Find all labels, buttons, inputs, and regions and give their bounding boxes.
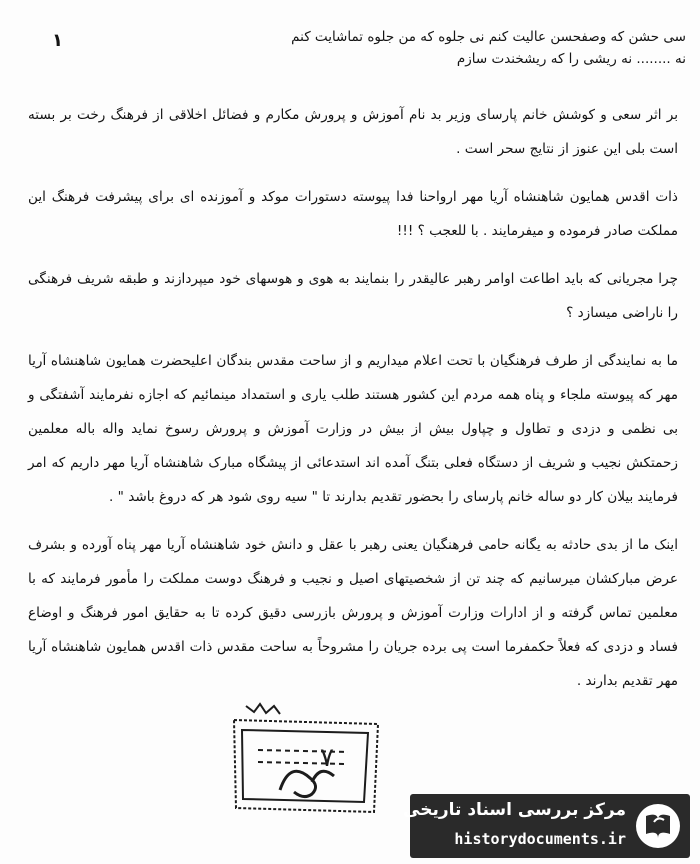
page-number-mark: ١ bbox=[52, 30, 63, 51]
book-logo-icon bbox=[634, 802, 682, 850]
stamp-digit: ٧ bbox=[320, 743, 334, 773]
paragraph: ذات اقدس همایون شاهنشاه آریا مهر ارواحنا فدا پیوسته دستورات موکد و آموزنده ای برای پیشرفت فرهنگ این مملکت صادر فرموده و میفرمایند . با للعجب ؟ !!! bbox=[28, 189, 678, 239]
archive-stamp bbox=[228, 700, 388, 818]
paragraph: چرا مجریانی که باید اطاعت اوامر رهبر عالیقدر را بنمایند به هوی و هوسهای خود میپردازند و طبقه شریف فرهنگی را ناراضی میسازد ؟ bbox=[28, 271, 678, 321]
paragraph: بر اثر سعی و کوشش خانم پارسای وزیر بد نام آموزش و پرورش مکارم و فضائل اخلاقی از فرهنگ رخت بر بسته است بلی این عنوز از نتایج سحر است . bbox=[28, 107, 678, 157]
letter-body bbox=[28, 98, 678, 698]
poem-line: سی حشن که وصفحسن عالیت کنم نی جلوه که من جلوه تماشایت کنم bbox=[291, 29, 686, 45]
poem-line: نه ........ نه ریشی را که ریشخندت سازم bbox=[456, 51, 686, 67]
poem-block bbox=[36, 26, 686, 70]
watermark-logo bbox=[403, 794, 690, 858]
paragraph: ما به نمایندگی از طرف فرهنگیان با تحت اعلام میداریم و از ساحت مقدس بندگان اعلیحضرت همایون شاهنشاه آریا مهر که پیوسته ملجاء و پناه همه مردم این کشور هستند طلب یاری و استمداد مینمائیم که اجازه نفرمایند آشفتگی و بی نظمی و دزدی و تطاول و چپاول بیش از بیش در وزارت آموزش و پرورش رسوخ نماید واله باله معلمین زحمتکش نجیب و شریف از دستگاه فعلی بتنگ آمده اند استدعائی از پیشگاه مبارک شاهنشاه آریا مهر داریم که امر فرمایند بیلان کار دو ساله خانم پارسای را بحضور تقدیم بدارند تا " سیه روی شود هر که دروغ باشد " . bbox=[28, 353, 678, 505]
watermark-title: مرکز بررسی اسناد تاریخی bbox=[403, 800, 626, 820]
watermark-url: historydocuments.ir bbox=[454, 830, 626, 848]
paragraph: اینک ما از بدی حادثه به یگانه حامی فرهنگیان یعنی رهبر با عقل و دانش خود شاهنشاه آریا مهر پناه آورده و بشرف عرض مبارکشان میرسانیم که چند تن از شخصیتهای اصیل و نجیب و فرهنگ دوست مملکت را مأمور فرمایند که با معلمین تماس گرفته و از ادارات وزارت آموزش و پرورش بازرسی دقیق کرده تا به حقایق امور فرهنگ و اوضاع فساد و دزدی که فعلاً حکمفرما است پی برده جریان را مشروحاً به ساحت مقدس ذات اقدس همایون شاهنشاه آریا مهر تقدیم بدارند . bbox=[28, 537, 678, 689]
